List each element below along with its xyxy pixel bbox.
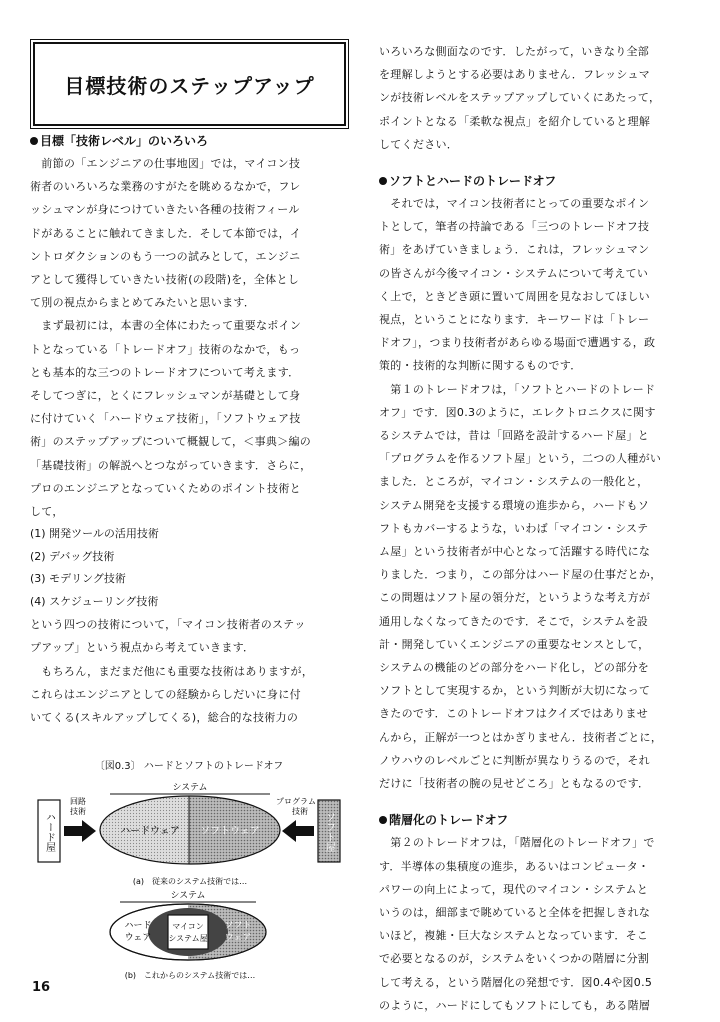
hardware-label-b: ウェア <box>124 933 152 944</box>
bullet-icon <box>30 137 38 145</box>
figure-diagram <box>30 782 348 1022</box>
hardware-label-b: ハード <box>124 921 152 932</box>
section-heading-hierarchy <box>379 811 695 829</box>
bullet-icon <box>379 816 387 824</box>
system-label-a: システム <box>172 783 208 794</box>
bullet-icon <box>379 177 387 185</box>
left-column <box>30 38 348 1022</box>
paragraph: もちろん，まだまだ他にも重要な技術はありますが， これらはエンジニアとしての経験からしだいに身に付 いてくる(スキルアップしてくる)，総合的な技術力の <box>30 664 314 725</box>
sub-caption-b: (b) これからのシステム技術では… <box>124 971 256 981</box>
program-tech-label: プログラム <box>276 797 316 807</box>
microcomputer-system-box <box>168 915 208 949</box>
center-label: マイコン <box>172 922 204 932</box>
program-tech-label: 技術 <box>292 807 308 817</box>
paragraph: 第２のトレードオフは，「階層化のトレードオフ」で す．半導体の集積度の進歩，あるいはコンピュータ・ パワーの向上によって，現代のマイコン・システムと いうのは，細部まで眺めていると全体を把握しきれな いほど，複雑・巨大なシステムとなっています．そこ で必要となるのが，システムをいくつかの階層に分割 して考える，という階層化の発想です．図0.4や図0.5 のように，ハードにしてもソフトにしても，ある階層 <box>379 836 655 1012</box>
center-label: システム屋 <box>168 934 208 944</box>
list-item: (1) 開発ツールの活用技術 <box>30 527 159 541</box>
page-title: 目標技術のステップアップ <box>64 73 315 98</box>
paragraph: 前節の「エンジニアの仕事地図」では，マイコン技 術者のいろいろな業務のすがたを眺めるなかで，フレ ッシュマンが身につけていきたい各種の技術フィール ドがあることに触れてきました．そして本節では，イ ントロダクションのもう一つの試みとして，エンジニ アとして獲得していきたい技術(の段階)を，全体とし て別の視点からまとめてみたいと思います． <box>30 157 302 310</box>
title-box <box>33 42 346 126</box>
paragraph: まず最初には，本書の全体にわたって重要なポイン トとなっている「トレードオフ」技術のなかで，もっ とも基本的な三つのトレードオフについて考えます． そしてつぎに，とくにフレッシュマンが基礎として身 に付けていく「ハードウェア技術」，「ソフトウェア技 術」のステップアップについて概観して，＜事典＞編の 「基礎技術」の解説へとつながっていきます．さらに， プロのエンジニアとなっていくためのポイント技術と して， <box>30 319 312 519</box>
paragraph: という四つの技術について，「マイコン技術者のステッ プアップ」という視点から考えていきます． <box>30 618 306 655</box>
hard-person-label: ハード屋 <box>43 812 55 853</box>
section-heading-soft-hard <box>379 172 695 190</box>
paragraph: いろいろな側面なのです．したがって，いきなり全部 を理解しようとする必要はありません．フレッシュマ ンが技術レベルをステップアップしていくにあたって， ポイントとなる「柔軟な視点」を紹介していると理解 してください． <box>379 45 661 151</box>
system-label-b: システム <box>170 891 206 902</box>
list-item: (3) モデリング技術 <box>30 572 126 586</box>
figure-caption: 〔図0.3〕 ハードとソフトのトレードオフ <box>94 761 284 773</box>
sub-caption-a: (a) 従来のシステム技術では… <box>132 877 248 887</box>
section-heading-text: 階層化のトレードオフ <box>389 813 509 828</box>
hardware-label-a: ハードウェア <box>120 826 180 838</box>
circuit-tech-label: 技術 <box>70 807 86 817</box>
soft-person-label: ソフト屋 <box>323 812 335 853</box>
list-item: (2) デバッグ技術 <box>30 549 115 563</box>
page-number: 16 <box>32 980 51 995</box>
paragraph: それでは，マイコン技術者にとっての重要なポイン トとして，筆者の持論である「三つのトレードオフ技 術」をあげていきましょう．これは，フレッシュマン の皆さんが今後マイコン・システムについて考えてい く上で，ときどき頭に置いて周囲を見なおしてほしい 視点，ということになります．キーワードは「トレー ドオフ」，つまり技術者があらゆる場面で遭遇する，政 策的・技術的な判断に関するものです． <box>379 197 656 373</box>
software-label-b: ウェア <box>224 933 252 944</box>
section-heading-text: ソフトとハードのトレードオフ <box>389 174 557 189</box>
software-label-a: ソフトウェア <box>200 826 260 838</box>
right-arrow-icon <box>64 820 96 842</box>
left-arrow-icon <box>282 820 314 842</box>
section-heading-levels <box>30 132 348 150</box>
right-column <box>379 40 695 1017</box>
circuit-tech-label: 回路 <box>70 797 86 807</box>
list-item: (4) スケジューリング技術 <box>30 594 159 608</box>
section-heading-text: 目標「技術レベル」のいろいろ <box>40 134 209 148</box>
software-label-b: ソフト <box>224 921 252 932</box>
paragraph: 第１のトレードオフは，「ソフトとハードのトレード オフ」です．図0.3のように，エレクトロニクスに関す るシステムでは，昔は「回路を設計するハード屋」と 「プログラムを作るソフト屋」という，二つの人種がい ました．ところが，マイコン・システムの一般化と， システム開発を支援する環境の進歩から，ハードもソ フトもカバーするような，いわば「マイコン・システ ム屋」という技術者が中心となって活躍する時代にな りました．つまり，この部分はハード屋の仕事だとか， この問題はソフト屋の領分だ，というような考え方が 通用しなくなってきたのです．そこで，システムを設 計・開発していくエンジニアの重要なセンスとして， システムの機能のどの部分をハード化し，どの部分を ソフトとして実現するか，という判断が大切になって きたのです．このトレードオフはクイズではありませ んから，正解が一つとはかぎりません．技術者ごとに， ノウハウのレベルごとに判断が異なりうるので，それ だけに「技術者の腕の見せどころ」ともなるのです． <box>379 382 663 791</box>
